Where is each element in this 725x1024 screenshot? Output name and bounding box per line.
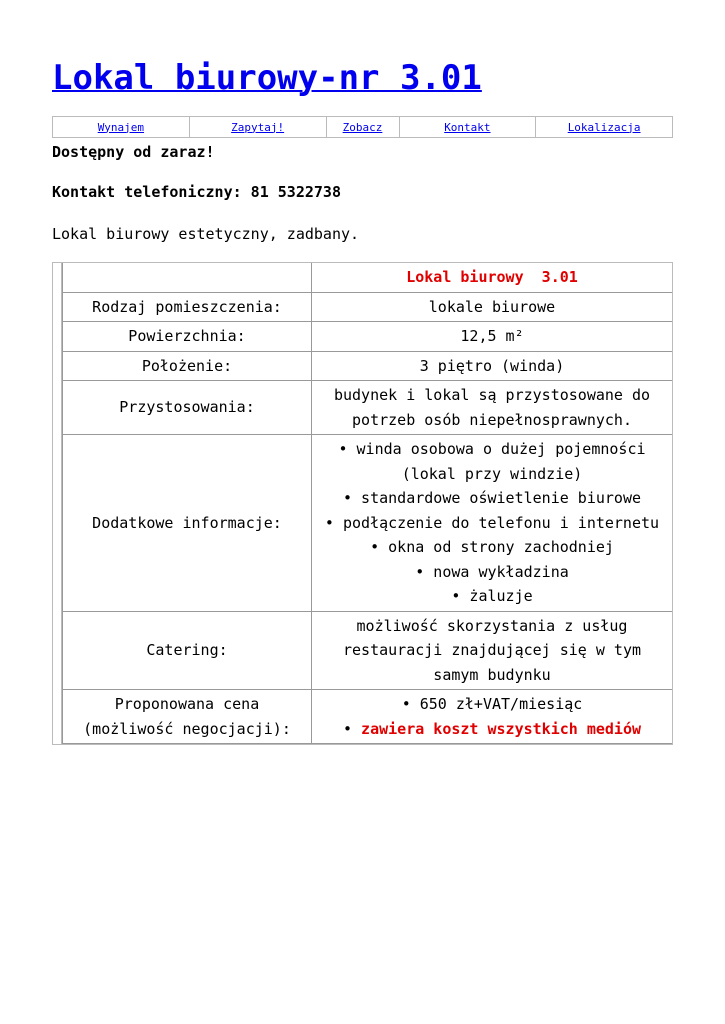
header-empty-cell: [63, 263, 312, 292]
row-value: możliwość skorzystania z usług restauracji znajdującej się w tym samym budynku: [312, 611, 673, 690]
price-label-line: Proponowana cena: [114, 695, 260, 713]
row-value: 3 piętro (winda): [312, 351, 673, 381]
price-label: [63, 690, 312, 744]
list-item: • żaluzje: [451, 587, 533, 605]
bullet: •: [342, 719, 362, 738]
table-row: [63, 381, 673, 435]
availability-text: Dostępny od zaraz!: [52, 143, 215, 161]
nav-link-lokalizacja[interactable]: Lokalizacja: [567, 120, 641, 134]
price-label-line: (możliwość negocjacji):: [83, 719, 291, 738]
row-label: Powierzchnia:: [63, 322, 312, 352]
table-row: [63, 351, 673, 381]
price-value: [312, 690, 673, 744]
table-row: [63, 292, 673, 322]
row-value: lokale biurowe: [312, 292, 673, 322]
row-label: Rodzaj pomieszczenia:: [63, 292, 312, 322]
row-value: budynek i lokal są przystosowane do potrzeb osób niepełnosprawnych.: [312, 381, 673, 435]
price-item: [316, 717, 668, 742]
list-item: • winda osobowa o dużej pojemności (lokal przy windzie): [338, 440, 646, 483]
table-row: [63, 435, 673, 612]
price-item: • 650 zł+VAT/miesiąc: [401, 695, 583, 713]
row-value: 12,5 m²: [312, 322, 673, 352]
row-label: Przystosowania:: [63, 381, 312, 435]
row-label: Catering:: [63, 611, 312, 690]
media-included-note: zawiera koszt wszystkich mediów: [361, 719, 642, 738]
list-item: • podłączenie do telefonu i internetu: [324, 513, 660, 532]
price-row: [63, 690, 673, 744]
nav-cell-kontakt: [399, 117, 536, 138]
row-label: Położenie:: [63, 351, 312, 381]
nav-cell-zobacz: [326, 117, 399, 138]
title-link[interactable]: Lokal biurowy-nr 3.01: [52, 58, 482, 98]
nav-cell-zapytaj: [189, 117, 326, 138]
nav-cell-lokalizacja: [536, 117, 673, 138]
page-title: [52, 0, 673, 98]
table-header: Lokal biurowy 3.01: [312, 263, 673, 292]
nav-link-kontakt[interactable]: Kontakt: [444, 120, 491, 134]
list-item: • okna od strony zachodniej: [370, 538, 614, 556]
table-row: [63, 322, 673, 352]
table-row: [63, 611, 673, 690]
phone-text: Kontakt telefoniczny: 81 5322738: [52, 183, 341, 201]
nav-link-zapytaj[interactable]: Zapytaj!: [231, 120, 285, 134]
intro-text: Lokal biurowy estetyczny, zadbany.: [52, 225, 360, 243]
nav-cell-wynajem: [53, 117, 190, 138]
list-item: • standardowe oświetlenie biurowe: [342, 489, 641, 507]
row-label: Dodatkowe informacje:: [63, 435, 312, 612]
nav-link-zobacz[interactable]: Zobacz: [342, 120, 383, 134]
details-table-cell: [62, 263, 673, 745]
nav-link-wynajem[interactable]: Wynajem: [97, 120, 145, 134]
nav-bar: [52, 116, 673, 138]
table-header-row: [63, 263, 673, 292]
details-table: [62, 263, 672, 744]
details-table-wrapper: [52, 262, 673, 745]
list-item: • nowa wykładzina: [415, 562, 569, 581]
row-value-list: [312, 435, 673, 612]
table-spine: [53, 263, 62, 745]
